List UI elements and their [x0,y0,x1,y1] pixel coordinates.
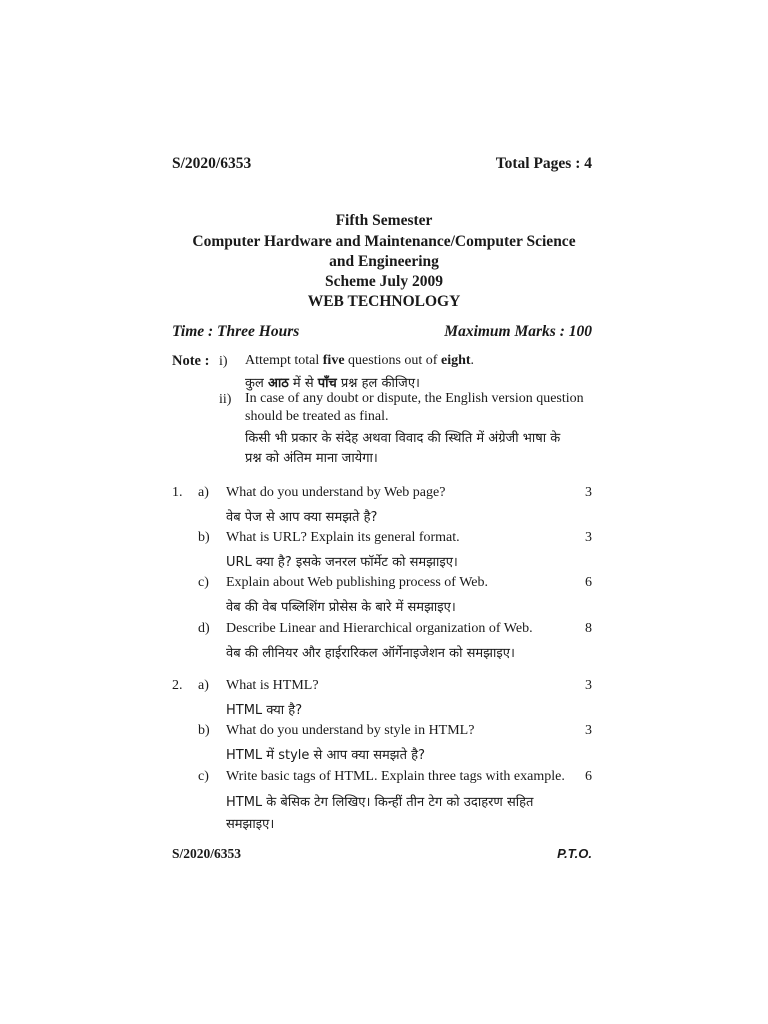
question-marks: 3 [585,530,592,545]
question-marks: 3 [585,678,592,693]
subject-title: WEB TECHNOLOGY [307,293,461,310]
total-pages: Total Pages : 4 [495,155,592,172]
course-title-line1: Computer Hardware and Maintenance/Computer Science [192,233,576,250]
footer-pto: P.T.O. [557,846,592,861]
question-text-hi: HTML में style से आप क्या समझते है? [226,748,425,763]
question-marks: 3 [585,485,592,500]
question-part-label: c) [198,769,209,784]
note-item-hi: प्रश्न को अंतिम माना जायेगा। [245,451,378,466]
question-text-en: What do you understand by style in HTML? [226,723,475,738]
question-number: 1. [172,485,183,500]
note-item-num: i) [219,354,228,369]
question-part-label: a) [198,678,209,693]
note-label: Note : [172,353,210,369]
question-text-hi: समझाइए। [226,817,275,832]
question-text-hi: वेब पेज से आप क्या समझते है? [226,510,378,525]
question-text-en: What is URL? Explain its general format. [226,530,460,545]
note-item-en: In case of any doubt or dispute, the English version question [245,391,584,406]
course-title-line2: and Engineering [329,253,439,270]
question-marks: 6 [585,769,592,784]
question-text-en: Explain about Web publishing process of Web. [226,575,489,590]
note-item-num: ii) [219,392,232,407]
question-text-hi: URL क्या है? इसके जनरल फॉर्मेट को समझाइए। [226,555,458,570]
question-text-en: Write basic tags of HTML. Explain three tags with example. [226,769,565,784]
paper-code: S/2020/6353 [172,155,252,172]
question-text-en: What do you understand by Web page? [226,485,446,500]
question-part-label: c) [198,575,209,590]
note-item-hi: किसी भी प्रकार के संदेह अथवा विवाद की स्थिति में अंग्रेजी भाषा के [245,431,561,446]
semester-title: Fifth Semester [335,212,433,229]
question-number: 2. [172,678,183,693]
question-text-hi: HTML के बेसिक टेग लिखिए। किन्हीं तीन टेग को उदाहरण सहित [226,795,534,810]
question-text-en: Describe Linear and Hierarchical organization of Web. [226,621,533,636]
question-text-hi: वेब की लीनियर और हाईरारिकल ऑर्गेनाइजेशन को समझाइए। [226,646,515,661]
question-part-label: d) [198,621,210,636]
question-part-label: b) [198,723,210,738]
exam-max-marks: Maximum Marks : 100 [444,323,592,340]
question-text-en: What is HTML? [226,678,319,693]
note-item-en: Attempt total five questions out of eight. [245,353,475,368]
note-item-en: should be treated as final. [245,409,389,424]
scheme-title: Scheme July 2009 [325,273,443,290]
question-part-label: a) [198,485,209,500]
question-text-hi: HTML क्या है? [226,703,303,718]
exam-time: Time : Three Hours [172,323,300,340]
question-part-label: b) [198,530,210,545]
footer-paper-code: S/2020/6353 [172,846,242,861]
note-item-hi: कुल आठ में से पाँच प्रश्न हल कीजिए। [245,376,420,391]
question-marks: 3 [585,723,592,738]
question-marks: 6 [585,575,592,590]
question-text-hi: वेब की वेब पब्लिशिंग प्रोसेस के बारे में समझाइए। [226,600,456,615]
question-marks: 8 [585,621,592,636]
